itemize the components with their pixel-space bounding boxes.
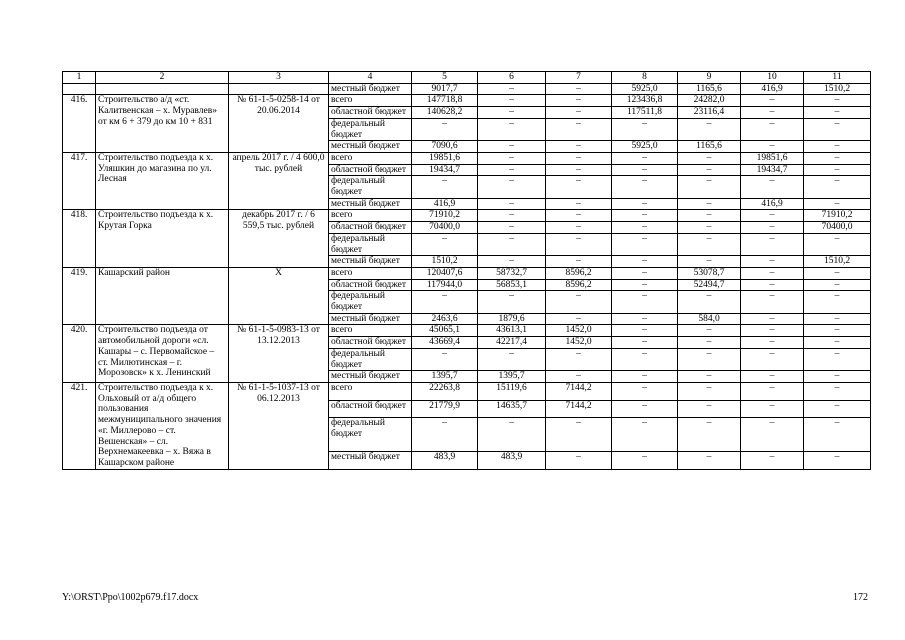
value-cell: 19434,7 [412,164,478,176]
value-cell: – [804,267,871,279]
number-cell: 416. [63,95,96,153]
value-cell: – [678,176,741,198]
value-cell: – [612,164,678,176]
value-cell: – [804,291,871,313]
budget-type-cell: всего [329,210,412,222]
table-row [63,325,871,337]
value-cell: – [678,418,741,452]
value-cell: 117511,8 [612,107,678,119]
table-row [63,83,871,95]
value-cell: – [612,451,678,469]
value-cell: – [741,176,804,198]
value-cell: – [478,152,546,164]
value-cell: 117944,0 [412,279,478,291]
value-cell: 584,0 [678,313,741,325]
value-cell: 1395,7 [478,371,546,383]
value-cell: 483,9 [478,451,546,469]
value-cell: – [612,313,678,325]
value-cell: 416,9 [741,198,804,210]
value-cell: – [478,291,546,313]
value-cell: – [612,348,678,370]
value-cell: – [478,118,546,140]
budget-type-cell: федеральный бюджет [329,176,412,198]
value-cell: 70400,0 [412,222,478,234]
value-cell: – [546,118,612,140]
budget-type-cell: федеральный бюджет [329,118,412,140]
col-header: 3 [229,72,329,84]
budget-type-cell: местный бюджет [329,451,412,469]
value-cell: – [741,233,804,255]
value-cell: – [804,141,871,153]
value-cell: – [804,176,871,198]
col-header: 7 [546,72,612,84]
value-cell: – [612,400,678,418]
table-row [63,210,871,222]
value-cell: – [546,164,612,176]
value-cell: – [741,325,804,337]
value-cell: – [546,198,612,210]
value-cell: – [678,291,741,313]
budget-type-cell: местный бюджет [329,83,412,95]
value-cell: – [478,418,546,452]
value-cell: 24282,0 [678,95,741,107]
document-cell: № 61-1-5-0983-13 от 13.12.2013 [229,325,329,383]
value-cell: 1165,6 [678,83,741,95]
value-cell: – [478,210,546,222]
value-cell: 1879,6 [478,313,546,325]
value-cell: – [612,418,678,452]
object-name-cell: Строительство подъезда к х. Крутая Горка [96,210,229,268]
value-cell: – [678,233,741,255]
value-cell: – [412,233,478,255]
value-cell: – [478,233,546,255]
value-cell: – [741,95,804,107]
value-cell: 123436,8 [612,95,678,107]
object-name-cell: Кашарский район [96,267,229,325]
document-cell: № 61-1-5-1037-13 от 06.12.2013 [229,382,329,469]
value-cell: 53078,7 [678,267,741,279]
value-cell: – [612,233,678,255]
table-row [63,95,871,107]
value-cell: 70400,0 [804,222,871,234]
value-cell: – [546,107,612,119]
budget-type-cell: областной бюджет [329,337,412,349]
value-cell: 43669,4 [412,337,478,349]
number-cell [63,83,96,95]
value-cell: – [741,348,804,370]
value-cell: – [741,222,804,234]
value-cell: – [478,222,546,234]
value-cell: – [478,256,546,268]
value-cell: – [804,313,871,325]
budget-type-cell: местный бюджет [329,371,412,383]
value-cell: – [612,382,678,400]
value-cell: – [741,118,804,140]
value-cell: 483,9 [412,451,478,469]
col-header: 11 [804,72,871,84]
budget-type-cell: местный бюджет [329,256,412,268]
budget-type-cell: всего [329,152,412,164]
col-header: 1 [63,72,96,84]
value-cell: – [741,371,804,383]
value-cell: 5925,0 [612,141,678,153]
value-cell: 2463,6 [412,313,478,325]
budget-type-cell: всего [329,95,412,107]
value-cell: – [612,291,678,313]
value-cell: – [612,222,678,234]
value-cell: 8596,2 [546,279,612,291]
value-cell: 1452,0 [546,325,612,337]
value-cell: – [546,176,612,198]
table-row [63,267,871,279]
value-cell: – [612,152,678,164]
value-cell: – [678,256,741,268]
document-cell: X [229,267,329,325]
value-cell: – [741,418,804,452]
object-name-cell: Строительство подъезда от автомобильной дороги «сл. Кашары – с. Первомайское – ст. Милютинская – г. Морозовск» к х. Ленинский [96,325,229,383]
value-cell: 1510,2 [804,83,871,95]
budget-type-cell: областной бюджет [329,400,412,418]
value-cell: – [741,279,804,291]
value-cell: – [678,118,741,140]
value-cell: – [678,371,741,383]
budget-type-cell: местный бюджет [329,141,412,153]
value-cell: – [678,382,741,400]
value-cell: 147718,8 [412,95,478,107]
value-cell: 5925,0 [612,83,678,95]
col-header: 9 [678,72,741,84]
value-cell: – [678,152,741,164]
value-cell: 1510,2 [412,256,478,268]
col-header: 6 [478,72,546,84]
value-cell: – [678,325,741,337]
document-cell: № 61-1-5-0258-14 от 20.06.2014 [229,95,329,153]
value-cell: – [412,348,478,370]
value-cell: – [804,418,871,452]
value-cell: – [741,400,804,418]
value-cell: 416,9 [412,198,478,210]
number-cell: 421. [63,382,96,469]
value-cell: 15119,6 [478,382,546,400]
value-cell: – [804,348,871,370]
budget-type-cell: федеральный бюджет [329,418,412,452]
value-cell: – [612,267,678,279]
value-cell: – [612,371,678,383]
value-cell: – [804,118,871,140]
value-cell: – [546,152,612,164]
value-cell: – [612,279,678,291]
budget-type-cell: областной бюджет [329,279,412,291]
number-cell: 418. [63,210,96,268]
object-name-cell: Строительство подъезда к х. Уляшкин до магазина по ул. Лесная [96,152,229,210]
budget-type-cell: местный бюджет [329,198,412,210]
col-header: 2 [96,72,229,84]
value-cell: 71910,2 [412,210,478,222]
value-cell: – [804,371,871,383]
value-cell: – [741,107,804,119]
value-cell: – [741,313,804,325]
value-cell: – [546,233,612,255]
value-cell: 1452,0 [546,337,612,349]
value-cell: 120407,6 [412,267,478,279]
value-cell: – [804,198,871,210]
value-cell: – [546,141,612,153]
value-cell: – [612,337,678,349]
budget-type-cell: федеральный бюджет [329,291,412,313]
value-cell: 1165,6 [678,141,741,153]
budget-type-cell: областной бюджет [329,222,412,234]
value-cell: – [741,210,804,222]
value-cell: – [678,198,741,210]
value-cell: 140628,2 [412,107,478,119]
value-cell: – [678,348,741,370]
file-path: Y:\ORST\Ppo\1002p679.f17.docx [62,592,199,603]
value-cell: 14635,7 [478,400,546,418]
value-cell: – [412,291,478,313]
value-cell: – [612,256,678,268]
value-cell: – [741,451,804,469]
object-name-cell [96,83,229,95]
col-header: 10 [741,72,804,84]
value-cell: 22263,8 [412,382,478,400]
value-cell: – [546,222,612,234]
value-cell: – [546,256,612,268]
value-cell: – [612,325,678,337]
value-cell: – [546,348,612,370]
value-cell: – [804,164,871,176]
value-cell: 23116,4 [678,107,741,119]
value-cell: 21779,9 [412,400,478,418]
budget-type-cell: областной бюджет [329,164,412,176]
value-cell: 7144,2 [546,382,612,400]
value-cell: 58732,7 [478,267,546,279]
col-header: 4 [329,72,412,84]
value-cell: – [678,164,741,176]
value-cell: – [741,382,804,400]
value-cell: 7090,6 [412,141,478,153]
object-name-cell: Строительство подъезда к х. Ольховый от а/д общего пользования межмуниципального значения «г. Миллерово – ст. Вешенская» – сл. Верхнемакеевка – х. Вяжа в Кашарском районе [96,382,229,469]
budget-type-cell: местный бюджет [329,313,412,325]
object-name-cell: Строительство а/д «ст. Калитвенская – х. Муравлев» от км 6 + 379 до км 10 + 831 [96,95,229,153]
value-cell: – [804,382,871,400]
value-cell: 7144,2 [546,400,612,418]
value-cell: – [741,337,804,349]
col-header: 5 [412,72,478,84]
value-cell: 71910,2 [804,210,871,222]
budget-type-cell: всего [329,267,412,279]
value-cell: – [612,198,678,210]
table-row [63,382,871,400]
value-cell: – [412,118,478,140]
page-number: 172 [853,592,868,603]
value-cell: 9017,7 [412,83,478,95]
document-cell: декабрь 2017 г. / 6 559,5 тыс. рублей [229,210,329,268]
value-cell: 1395,7 [412,371,478,383]
value-cell: – [678,210,741,222]
value-cell: – [612,176,678,198]
value-cell: 45065,1 [412,325,478,337]
value-cell: – [804,107,871,119]
value-cell: – [478,95,546,107]
budget-type-cell: всего [329,382,412,400]
budget-type-cell: федеральный бюджет [329,348,412,370]
value-cell: – [478,164,546,176]
budget-table [62,71,871,470]
value-cell: – [412,418,478,452]
value-cell: – [804,400,871,418]
document-cell: апрель 2017 г. / 4 600,0 тыс. рублей [229,152,329,210]
value-cell: – [804,325,871,337]
value-cell: – [741,291,804,313]
budget-type-cell: областной бюджет [329,107,412,119]
value-cell: – [546,291,612,313]
value-cell: – [546,210,612,222]
value-cell: – [678,400,741,418]
value-cell: – [804,279,871,291]
header-row [63,72,871,84]
value-cell: – [546,95,612,107]
number-cell: 417. [63,152,96,210]
value-cell: – [678,222,741,234]
value-cell: – [546,371,612,383]
value-cell: – [804,337,871,349]
col-header: 8 [612,72,678,84]
value-cell: 1510,2 [804,256,871,268]
value-cell: – [612,118,678,140]
value-cell: – [804,152,871,164]
number-cell: 420. [63,325,96,383]
value-cell: – [804,233,871,255]
value-cell: 42217,4 [478,337,546,349]
value-cell: – [546,418,612,452]
value-cell: – [478,176,546,198]
document-cell [229,83,329,95]
value-cell: 56853,1 [478,279,546,291]
value-cell: – [412,176,478,198]
value-cell: 19851,6 [412,152,478,164]
value-cell: 19434,7 [741,164,804,176]
value-cell: 416,9 [741,83,804,95]
value-cell: 52494,7 [678,279,741,291]
value-cell: – [478,141,546,153]
value-cell: – [804,451,871,469]
table-body [63,83,871,469]
value-cell: – [478,107,546,119]
value-cell: – [678,337,741,349]
value-cell: – [804,95,871,107]
value-cell: – [478,348,546,370]
value-cell: 8596,2 [546,267,612,279]
value-cell: – [478,198,546,210]
value-cell: 19851,6 [741,152,804,164]
value-cell: – [741,256,804,268]
value-cell: – [612,210,678,222]
value-cell: 43613,1 [478,325,546,337]
value-cell: – [546,313,612,325]
value-cell: – [678,451,741,469]
budget-type-cell: федеральный бюджет [329,233,412,255]
value-cell: – [478,83,546,95]
budget-type-cell: всего [329,325,412,337]
value-cell: – [546,451,612,469]
table-row [63,152,871,164]
value-cell: – [741,141,804,153]
value-cell: – [546,83,612,95]
number-cell: 419. [63,267,96,325]
value-cell: – [741,267,804,279]
